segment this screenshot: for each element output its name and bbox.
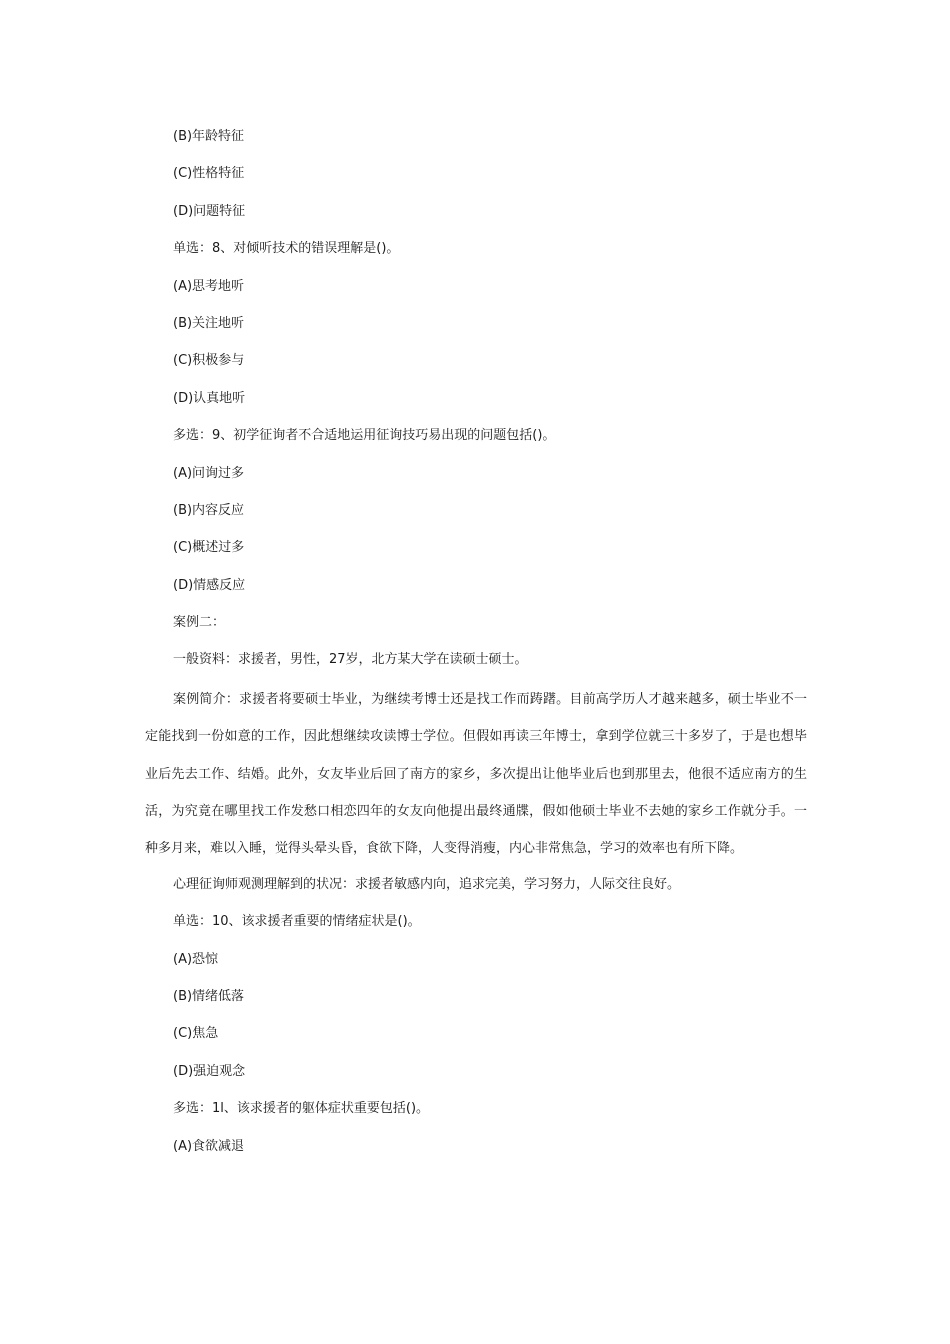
case-intro-paragraph: 案例简介：求援者将要硕士毕业，为继续考博士还是找工作而踌躇。目前高学历人才越来越多，硕士毕业不一定能找到一份如意的工作，因此想继续攻读博士学位。但假如再读三年博士，拿到学位就三十多岁了，于是也想毕业后先去工作、结婚。此外，女友毕业后回了南方的家乡，多次提出让他毕业后也到那里去，他很不适应南方的生活，为究竟在哪里找工作发愁口相恋四年的女友向他提出最终通牒，假如他硕士毕业不去她的家乡工作就分手。一种多月来，难以入睡，觉得头晕头昏，食欲下降，人变得消瘦，内心非常焦急，学习的效率也有所下降。 (145, 691, 807, 857)
question-line: 单选：8、对倾听技术的错误理解是()。 (173, 241, 400, 257)
option-line: (D)强迫观念 (173, 1063, 246, 1079)
question-line: 多选：1l、该求援者的躯体症状重要包括()。 (173, 1101, 430, 1117)
question-line: 多选：9、初学征询者不合适地运用征询技巧易出现的问题包括()。 (173, 428, 556, 444)
option-line: (B)内容反应 (173, 502, 245, 518)
option-line: (D)认真地听 (173, 390, 246, 406)
option-line: (D)情感反应 (173, 577, 246, 593)
option-line: (A)问询过多 (173, 465, 245, 481)
question-line: 单选：10、该求援者重要的情绪症状是()。 (173, 914, 421, 930)
case-heading: 案例二： (173, 615, 226, 631)
option-line: (C)概述过多 (173, 540, 245, 556)
option-line: (D)问题特征 (173, 203, 246, 219)
option-line: (C)性格特征 (173, 166, 245, 182)
option-line: (B)关注地听 (173, 315, 245, 331)
option-line: (C)焦急 (173, 1026, 219, 1042)
option-line: (B)年龄特征 (173, 129, 245, 144)
counselor-observation: 心理征询师观测理解到的状况：求援者敏感内向，追求完美，学习努力，人际交往良好。 (173, 876, 681, 892)
option-line: (A)恐惊 (173, 951, 219, 967)
option-line: (C)积极参与 (173, 353, 245, 369)
option-line: (A)思考地听 (173, 278, 245, 294)
document-page (145, 120, 807, 1167)
option-line: (A)食欲减退 (173, 1138, 245, 1154)
option-line: (B)情绪低落 (173, 989, 245, 1005)
case-general-info: 一般资料：求援者，男性，27岁，北方某大学在读硕士硕士。 (173, 652, 528, 668)
